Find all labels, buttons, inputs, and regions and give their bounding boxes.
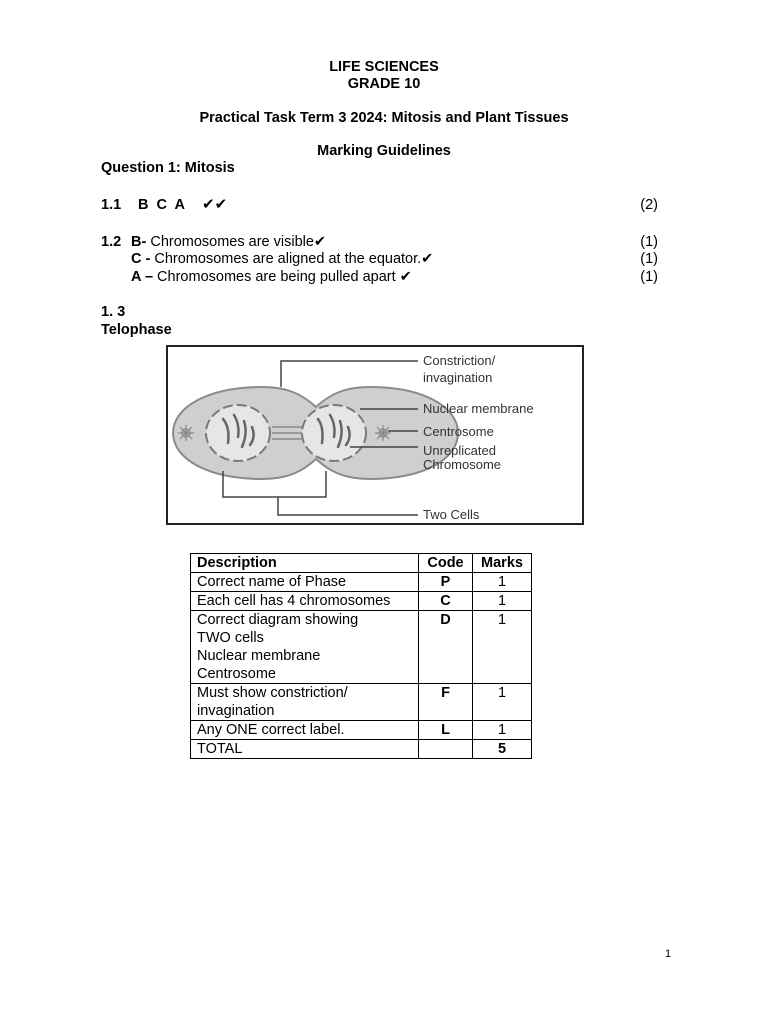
marking-table (190, 553, 532, 759)
row-marks: 1 (473, 592, 532, 611)
row-code: F (419, 684, 473, 721)
row-marks: 1 (473, 721, 532, 740)
grade-heading: GRADE 10 (347, 76, 421, 92)
page-number: 1 (665, 948, 672, 960)
header-code: Code (419, 554, 473, 573)
q12-item-c-key: C - (131, 251, 151, 267)
total-marks: 5 (473, 740, 532, 759)
right-centrosome (375, 425, 391, 441)
subject-heading: LIFE SCIENCES (329, 59, 439, 75)
row-code: C (419, 592, 473, 611)
row-code: D (419, 611, 473, 684)
header-marks: Marks (473, 554, 532, 573)
question1-title: Question 1: Mitosis (101, 160, 235, 176)
row-description-line: Nuclear membrane (197, 648, 321, 664)
task-title: Practical Task Term 3 2024: Mitosis and Plant Tissues (199, 110, 569, 126)
table-row (191, 592, 532, 611)
row-description (191, 684, 419, 721)
label-centrosome: Centrosome (423, 424, 494, 439)
row-description: Correct name of Phase (191, 573, 419, 592)
table-row (191, 611, 532, 684)
table-row (191, 573, 532, 592)
q12-item-a (131, 269, 412, 285)
row-description: Each cell has 4 chromosomes (191, 592, 419, 611)
table-header-row (191, 554, 532, 573)
left-centrosome (178, 425, 194, 441)
q12-number: 1.2 (101, 234, 122, 250)
doc-type-heading: Marking Guidelines (317, 143, 451, 159)
total-code (419, 740, 473, 759)
q12-item-b-text: Chromosomes are visible✔ (146, 234, 327, 250)
header-description: Description (191, 554, 419, 573)
row-code: P (419, 573, 473, 592)
row-marks: 1 (473, 611, 532, 684)
row-description-line: Centrosome (197, 666, 276, 682)
label-unreplicated-2: Chromosome (423, 457, 502, 472)
label-constriction-2: invagination (423, 370, 493, 385)
row-description: Any ONE correct label. (191, 721, 419, 740)
telophase-diagram-svg (168, 347, 582, 523)
q12-item-b-marks: (1) (640, 234, 658, 250)
q13-number: 1. 3 (101, 304, 126, 320)
q12-item-c (131, 251, 433, 267)
row-marks: 1 (473, 684, 532, 721)
row-description-line: TWO cells (197, 630, 264, 646)
total-label: TOTAL (191, 740, 419, 759)
label-unreplicated-1: Unreplicated (423, 443, 496, 458)
row-description-line: Correct diagram showing (197, 612, 359, 628)
row-description-line: Must show constriction/ (197, 685, 348, 701)
q13-phase: Telophase (101, 322, 172, 338)
q12-item-a-key: A – (131, 269, 154, 285)
row-marks: 1 (473, 573, 532, 592)
table-total-row (191, 740, 532, 759)
table-row (191, 684, 532, 721)
q11-marks: (2) (640, 197, 658, 213)
table-row (191, 721, 532, 740)
q12-item-c-text: Chromosomes are aligned at the equator.✔ (150, 251, 434, 267)
q12-item-c-marks: (1) (640, 251, 658, 267)
q12-item-b-key: B- (131, 234, 147, 250)
q12-item-b (131, 234, 326, 250)
q12-item-a-text: Chromosomes are being pulled apart ✔ (153, 269, 412, 285)
telophase-diagram (166, 345, 584, 525)
row-code: L (419, 721, 473, 740)
label-two-cells: Two Cells (423, 507, 480, 522)
q11-answer: B C A (138, 197, 185, 213)
q11-ticks: ✔✔ (202, 196, 228, 213)
row-description (191, 611, 419, 684)
q11-number: 1.1 (101, 197, 122, 213)
q12-item-a-marks: (1) (640, 269, 658, 285)
row-description-line: invagination (197, 703, 275, 719)
label-nuclear-membrane: Nuclear membrane (423, 401, 534, 416)
label-constriction-1: Constriction/ (423, 353, 496, 368)
